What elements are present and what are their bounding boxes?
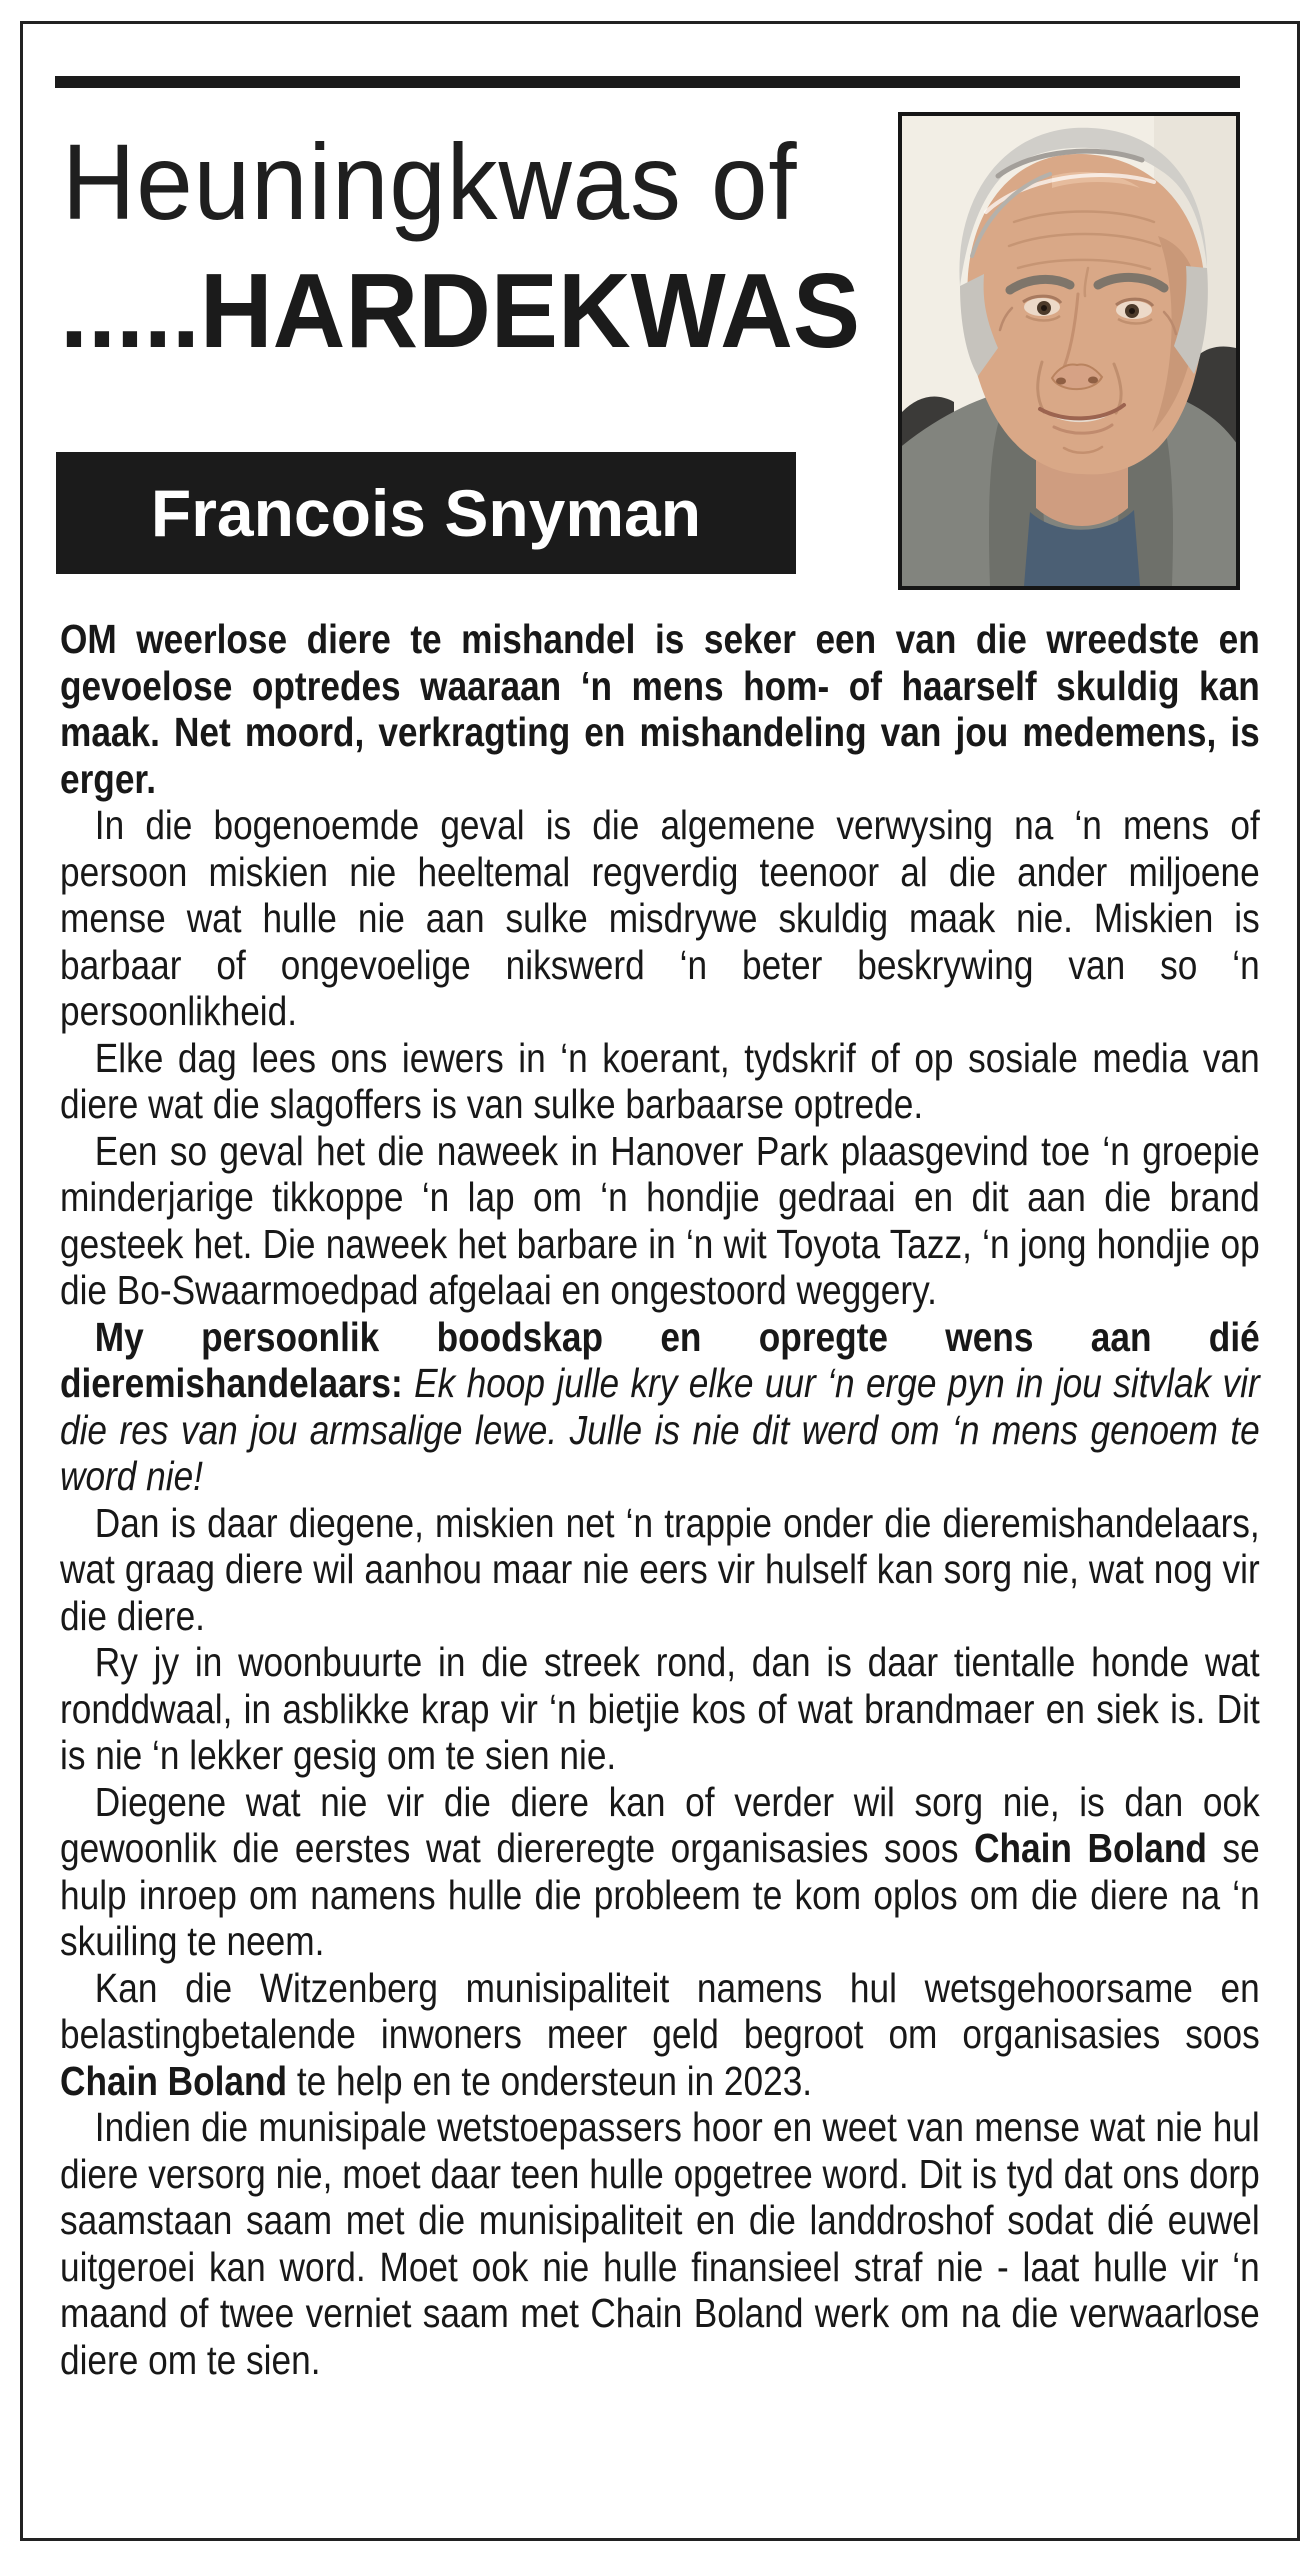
article-paragraph (60, 1128, 1260, 1314)
article-paragraph (60, 1965, 1260, 2105)
text-run-regular: Dan is daar diegene, miskien net ‘n trappie onder die dieremishandelaars, wat graag diere wil aanhou maar nie eers vir hulself kan sorg nie, wat nog vir die diere. (60, 1499, 1260, 1639)
text-run-regular: Diegene wat nie vir die diere kan of verder wil sorg nie, is dan ook gewoonlik die eerstes wat diereregte organisasies soos (60, 1778, 1260, 1871)
text-run-regular: te help en te ondersteun in 2023. (287, 2057, 813, 2104)
column-title-line2 (60, 252, 861, 370)
author-name: Francois Snyman (150, 476, 702, 550)
face (967, 154, 1205, 474)
text-run-regular: se hulp inroep om namens hulle die probleem te kom oplos om die diere na ‘n skuiling te neem. (60, 1825, 1260, 1964)
title-word: HARDEKWAS (199, 252, 861, 370)
article-paragraph (60, 802, 1260, 1035)
text-run-bold: My persoonlik boodskap en opregte wens aan dié dieremishandelaars: (60, 1313, 1260, 1406)
article-body (60, 616, 1260, 2383)
article-paragraph (60, 616, 1260, 802)
article-paragraph (60, 1639, 1260, 1779)
portrait-illustration (902, 116, 1236, 586)
text-run-regular: Kan die Witzenberg munisipaliteit namens hul wetsgehoorsame en belastingbetalende inwoners meer geld begroot om organisasies soos (60, 1964, 1260, 2057)
text-run-regular: Ry jy in woonbuurte in die streek rond, dan is daar tientalle honde wat ronddwaal, in asblikke krap vir ‘n bietjie kos of wat brandmaer en siek is. Dit is nie ‘n lekker gesig om te sien nie. (60, 1639, 1260, 1778)
article-paragraph (60, 1500, 1260, 1640)
text-run-italic: Ek hoop julle kry elke uur ‘n erge pyn in jou sitvlak vir die res van jou armsalige lewe. Julle is nie dit werd om ‘n mens genoem te word nie! (60, 1360, 1260, 1499)
author-photo (898, 112, 1240, 590)
author-banner (56, 452, 796, 574)
column-title-line1: Heuningkwas of (62, 121, 798, 242)
text-run-bold: Chain Boland (974, 1825, 1207, 1871)
text-run-bold: Chain Boland (60, 2057, 288, 2104)
text-run-regular: Een so geval het die naweek in Hanover Park plaasgevind toe ‘n groepie minderjarige tikkoppe ‘n lap om ‘n hondjie gedraai en dit aan die brand gesteek het. Die naweek het barbare in ‘n wit Toyota Tazz, ‘n jong hondjie op die Bo-Swaarmoedpad afgelaai en ongestoord weggery. (60, 1127, 1260, 1313)
header-rule (55, 76, 1240, 88)
title-dots: ..... (60, 252, 200, 370)
text-run-regular: Elke dag lees ons iewers in ‘n koerant, tydskrif of op sosiale media van diere wat die slagoffers is van sulke barbaarse optrede. (60, 1034, 1260, 1127)
article-paragraph (60, 1779, 1260, 1965)
text-run-bold: OM weerlose diere te mishandel is seker een van die wreedste en gevoelose optredes waaraan ‘n mens hom- of haarself skuldig kan maak. Net moord, verkragting en mishandeling van jou medemens, is erger. (60, 616, 1260, 802)
article-paragraph (60, 1035, 1260, 1128)
text-run-regular: In die bogenoemde geval is die algemene verwysing na ‘n mens of persoon miskien nie heeltemal regverdig teenoor al die ander miljoene mense wat hulle nie aan sulke misdrywe skuldig maak nie. Miskien is barbaar of ongevoelige nikswerd ‘n beter beskrywing van so ‘n persoonlikheid. (60, 802, 1260, 1034)
article-paragraph (60, 1314, 1260, 1500)
article-paragraph (60, 2104, 1260, 2383)
text-run-regular: Indien die munisipale wetstoepassers hoor en weet van mense wat nie hul diere versorg nie, moet daar teen hulle opgetree word. Dit is tyd dat ons dorp saamstaan saam met die munisipaliteit en die landdroshof sodat dié euwel uitgeroei kan word. Moet ook nie hulle finansieel straf nie - laat hulle vir ‘n maand of twee verniet saam met Chain Boland werk om na die verwaarlose diere om te sien. (60, 2104, 1260, 2383)
